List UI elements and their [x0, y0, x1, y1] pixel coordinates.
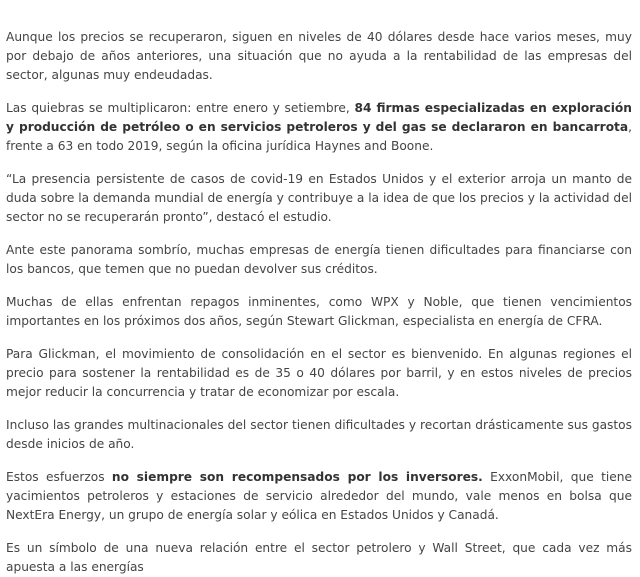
paragraph-6 — [6, 345, 632, 402]
paragraph-5-text: Muchas de ellas enfrentan repagos inminentes, como WPX y Noble, que tienen vencimientos importantes en los próximos dos años, según Stewart Glickman, especialista en energía de CFRA. — [6, 295, 632, 328]
paragraph-8 — [6, 468, 632, 525]
paragraph-8-highlight: no siempre son recompensados por los inversores. — [111, 470, 483, 484]
paragraph-2-highlight: 84 firmas especializadas en exploración y producción de petróleo o en servicios petroleros y del gas se declararon en bancarrota — [6, 101, 632, 134]
paragraph-8-text-end: ExxonMobil, que tiene yacimientos petroleros y estaciones de servicio alrededor del mundo, vale menos en bolsa que NextEra Energy, un grupo de energía solar y eólica en Estados Unidos y Canadá. — [6, 470, 632, 522]
paragraph-8-text-start: Estos esfuerzos — [6, 470, 112, 484]
paragraph-5 — [6, 293, 632, 331]
paragraph-2 — [6, 99, 632, 156]
paragraph-1-text: Aunque los precios se recuperaron, siguen en niveles de 40 dólares desde hace varios meses, muy por debajo de años anteriores, una situación que no ayuda a la rentabilidad de las empresas del sector, algunas muy endeudadas. — [6, 30, 632, 82]
paragraph-2-text-end: , frente a 63 en todo 2019, según la oficina jurídica Haynes and Boone. — [6, 120, 632, 153]
paragraph-1 — [6, 28, 632, 85]
paragraph-9 — [6, 539, 632, 577]
paragraph-4 — [6, 241, 632, 279]
article-body — [6, 0, 632, 577]
paragraph-3-text: “La presencia persistente de casos de covid-19 en Estados Unidos y el exterior arroja un manto de duda sobre la demanda mundial de energía y contribuye a la idea de que los precios y la actividad del sector no se recuperarán pronto”, destacó el estudio. — [6, 172, 632, 224]
paragraph-9-text: Es un símbolo de una nueva relación entre el sector petrolero y Wall Street, que cada vez más apuesta a las energías — [6, 541, 632, 574]
paragraph-6-text: Para Glickman, el movimiento de consolidación en el sector es bienvenido. En algunas regiones el precio para sostener la rentabilidad es de 35 o 40 dólares por barril, y en estos niveles de precios mejor reducir la concurrencia y tratar de economizar por escala. — [6, 347, 632, 399]
paragraph-7-text: Incluso las grandes multinacionales del sector tienen dificultades y recortan drásticamente sus gastos desde inicios de año. — [6, 418, 632, 451]
paragraph-3 — [6, 170, 632, 227]
paragraph-4-text: Ante este panorama sombrío, muchas empresas de energía tienen dificultades para financiarse con los bancos, que temen que no puedan devolver sus créditos. — [6, 243, 632, 276]
paragraph-7 — [6, 416, 632, 454]
paragraph-2-text-start: Las quiebras se multiplicaron: entre enero y setiembre, — [6, 101, 355, 115]
